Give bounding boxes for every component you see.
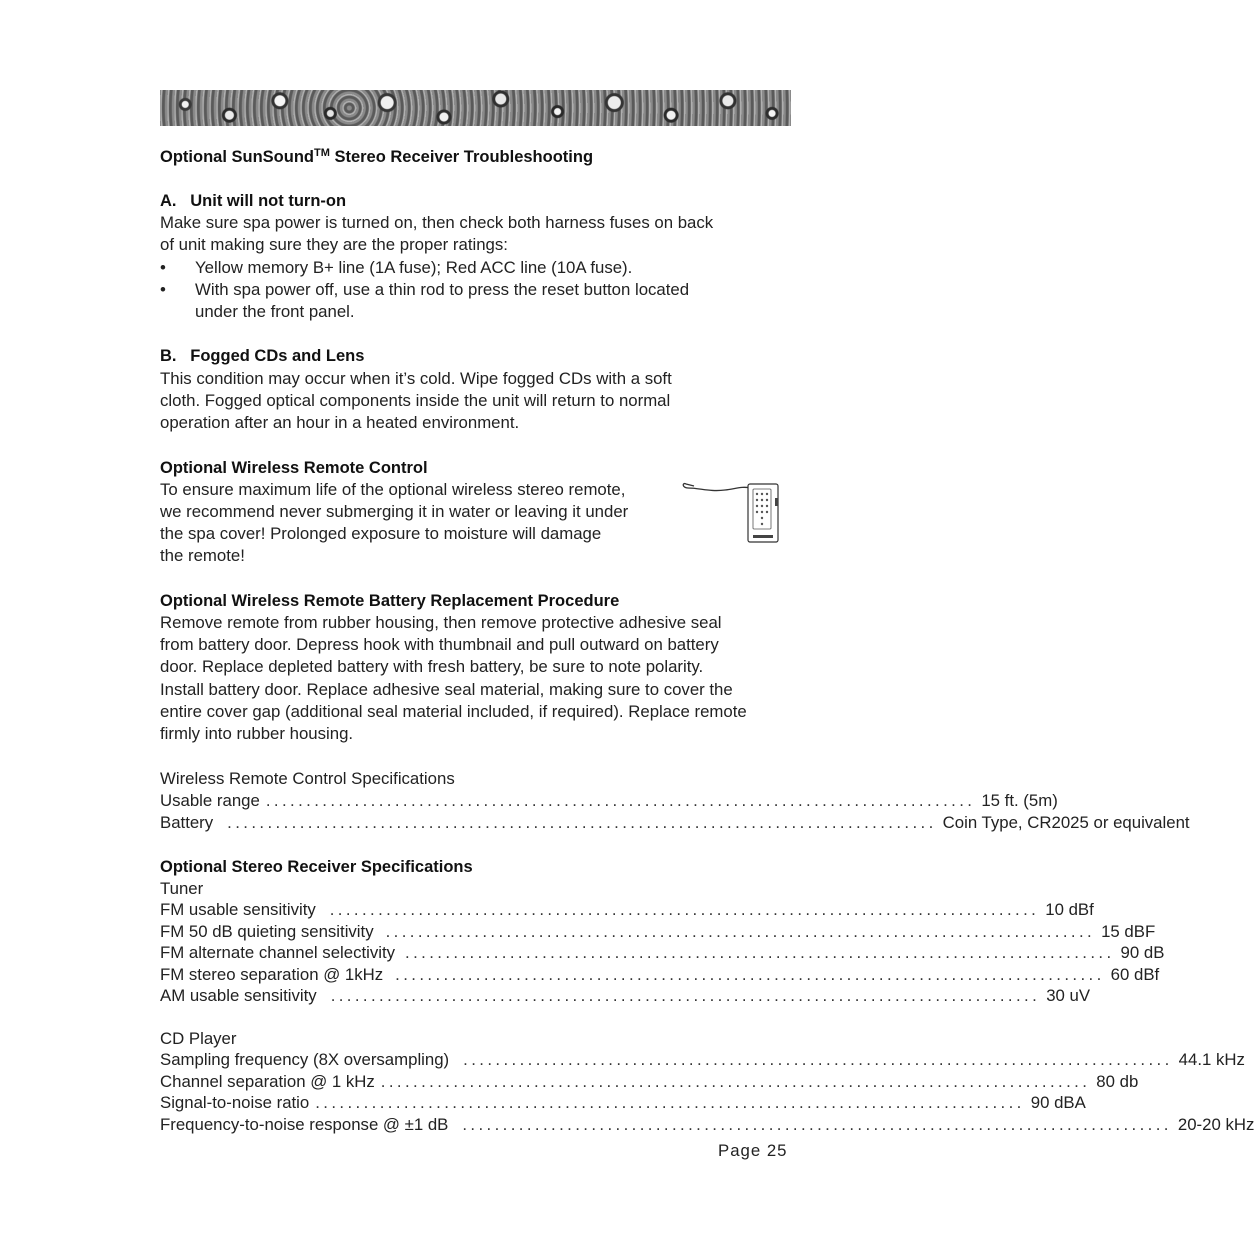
tuner-label: Tuner	[160, 879, 204, 898]
spec-row	[160, 900, 1094, 920]
bullet-mark: •	[160, 280, 166, 299]
cd-player-label: CD Player	[160, 1029, 237, 1048]
spec-value: 20-20 kHz	[1177, 1115, 1254, 1134]
remote-line: the remote!	[160, 546, 245, 565]
section-a-line: Make sure spa power is turned on, then check both harness fuses on back	[160, 213, 714, 232]
spec-value: 10 dBf	[1045, 900, 1094, 919]
battery-heading: Optional Wireless Remote Battery Replacement Procedure	[160, 592, 620, 610]
battery-line: from battery door. Depress hook with thumbnail and pull outward on battery	[160, 635, 719, 654]
section-b-heading: B. Fogged CDs and Lens	[160, 347, 365, 365]
section-b-line: cloth. Fogged optical components inside the unit will return to normal	[160, 391, 671, 410]
battery-line: firmly into rubber housing.	[160, 724, 354, 743]
spec-value: 80 db	[1096, 1072, 1139, 1091]
spec-row	[160, 986, 1091, 1006]
bullet-item: With spa power off, use a thin rod to press the reset button located	[195, 280, 690, 299]
spec-label: FM alternate channel selectivity	[160, 943, 396, 962]
header-banner-image	[160, 90, 791, 126]
spec-value: 60 dBf	[1110, 965, 1160, 984]
spec-value: 90 dBA	[1030, 1093, 1086, 1112]
spec-value: Coin Type, CR2025 or equivalent	[942, 813, 1190, 832]
leader-dots: ........................................................................................	[330, 986, 1041, 1005]
battery-line: door. Replace depleted battery with fresh battery, be sure to note polarity.	[160, 657, 704, 676]
spec-label: FM stereo separation @ 1kHz	[160, 965, 384, 984]
leader-dots: ........................................................................................	[265, 791, 976, 810]
spec-row	[160, 1093, 1086, 1113]
page-number: Page 25	[718, 1141, 788, 1160]
spec-row	[160, 965, 1160, 985]
spec-label: FM usable sensitivity	[160, 900, 316, 919]
spec-label: Frequency-to-noise response @ ±1 dB	[160, 1115, 449, 1134]
leader-dots: ........................................................................................	[227, 813, 937, 832]
section-b-line: This condition may occur when it’s cold. Wipe fogged CDs with a soft	[160, 369, 672, 388]
spec-row	[160, 1115, 1254, 1135]
leader-dots: ........................................................................................	[463, 1050, 1173, 1069]
spec-row	[160, 943, 1165, 963]
spec-value: 15 ft. (5m)	[981, 791, 1058, 810]
remote-specs-title: Wireless Remote Control Specifications	[160, 769, 455, 788]
bullet-item: Yellow memory B+ line (1A fuse); Red ACC line (10A fuse).	[195, 258, 633, 277]
remote-control-illustration	[680, 478, 782, 546]
spec-value: 30 uV	[1046, 986, 1091, 1005]
section-a-line: of unit making sure they are the proper ratings:	[160, 235, 508, 254]
spec-label: Channel separation @ 1 kHz	[160, 1072, 375, 1091]
remote-heading: Optional Wireless Remote Control	[160, 459, 428, 477]
leader-dots: ........................................................................................	[462, 1115, 1172, 1134]
leader-dots: ........................................................................................	[385, 922, 1096, 941]
spec-row	[160, 922, 1156, 942]
spec-value: 90 dB	[1120, 943, 1165, 962]
spec-value: 44.1 kHz	[1178, 1050, 1245, 1069]
troubleshooting-title: Optional SunSound™ Stereo Receiver Troubleshooting	[160, 147, 594, 166]
spec-row	[160, 813, 1190, 833]
remote-line: we recommend never submerging it in water or leaving it under	[160, 502, 629, 521]
spec-row	[160, 1072, 1139, 1092]
spec-label: AM usable sensitivity	[160, 986, 317, 1005]
spec-label: Sampling frequency (8X oversampling)	[160, 1050, 450, 1069]
receiver-specs-heading: Optional Stereo Receiver Specifications	[160, 858, 473, 876]
section-a-heading: A. Unit will not turn-on	[160, 192, 347, 210]
leader-dots: ........................................................................................	[395, 965, 1105, 984]
spec-label: FM 50 dB quieting sensitivity	[160, 922, 374, 941]
leader-dots: ........................................................................................	[405, 943, 1115, 962]
bullet-mark: •	[160, 258, 166, 277]
battery-line: Remove remote from rubber housing, then remove protective adhesive seal	[160, 613, 722, 632]
spec-label: Usable range	[160, 791, 260, 810]
remote-line: To ensure maximum life of the optional wireless stereo remote,	[160, 480, 626, 499]
spec-row	[160, 791, 1058, 811]
leader-dots: ........................................................................................	[315, 1093, 1025, 1112]
spec-label: Signal-to-noise ratio	[160, 1093, 310, 1112]
spec-value: 15 dBF	[1101, 922, 1156, 941]
leader-dots: ........................................................................................	[329, 900, 1040, 919]
battery-line: entire cover gap (additional seal material included, if required). Replace remote	[160, 702, 747, 721]
battery-line: Install battery door. Replace adhesive seal material, making sure to cover the	[160, 680, 733, 699]
spec-label: Battery	[160, 813, 214, 832]
leader-dots: ........................................................................................	[380, 1072, 1091, 1091]
spec-row	[160, 1050, 1245, 1070]
bullet-item-continued: under the front panel.	[195, 302, 355, 321]
remote-line: the spa cover! Prolonged exposure to moisture will damage	[160, 524, 602, 543]
section-b-line: operation after an hour in a heated environment.	[160, 413, 520, 432]
